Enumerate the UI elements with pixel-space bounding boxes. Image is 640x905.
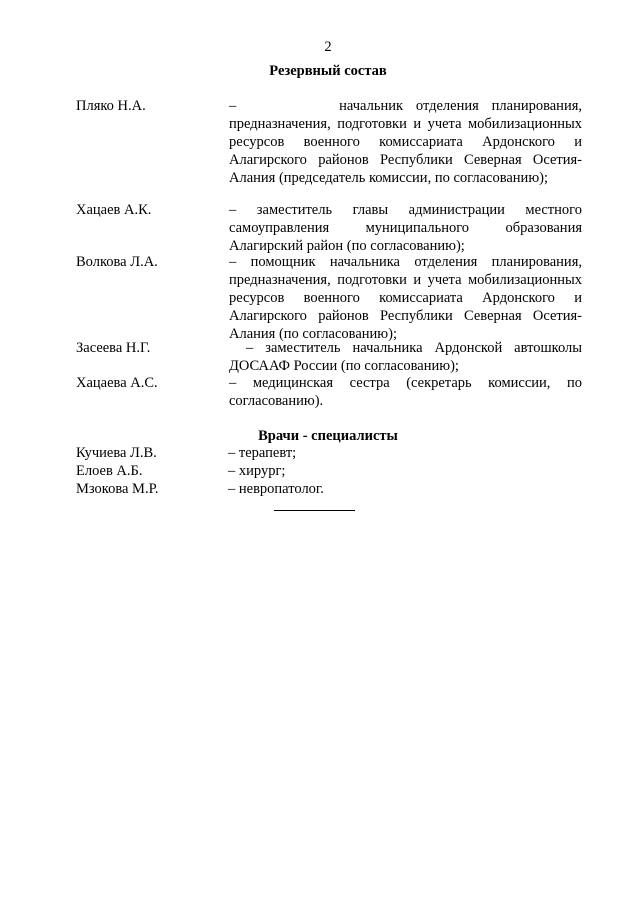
doctor-specialty: – невропатолог. bbox=[228, 481, 324, 497]
member-name: Хацаева А.С. bbox=[76, 375, 158, 391]
doctor-specialty: – терапевт; bbox=[228, 445, 297, 461]
member-name: Засеева Н.Г. bbox=[76, 340, 151, 356]
doctor-name: Елоев А.Б. bbox=[76, 463, 143, 479]
reserve-section-title: Резервный состав bbox=[269, 63, 387, 79]
member-role: – заместитель главы администрации местного самоуправления муниципального образования Алагирский район (по согласованию); bbox=[229, 202, 582, 254]
member-name: Волкова Л.А. bbox=[76, 254, 158, 270]
doctor-name: Мзокова М.Р. bbox=[76, 481, 159, 497]
member-role: – начальник отделения планирования, предназначения, подготовки и учета мобилизационных ресурсов военного комиссариата Ардонского и Алагирского районов Республики Северная Осетия-Алания (председатель комиссии, по согласованию); bbox=[229, 98, 582, 186]
member-role: – помощник начальника отделения планирования, предназначения, подготовки и учета мобилизационных ресурсов военного комиссариата Ардонского и Алагирского районов Республики Северная Осетия-Алания (по согласованию); bbox=[229, 254, 582, 342]
member-role: – медицинская сестра (секретарь комиссии, по согласованию). bbox=[229, 375, 582, 409]
doctors-section-title: Врачи - специалисты bbox=[258, 428, 398, 444]
member-role: – заместитель начальника Ардонской автошколы ДОСААФ России (по согласованию); bbox=[229, 340, 582, 374]
member-name: Хацаев А.К. bbox=[76, 202, 152, 218]
doctor-name: Кучиева Л.В. bbox=[76, 445, 157, 461]
page-number: 2 bbox=[324, 39, 332, 55]
end-of-document-rule bbox=[274, 510, 355, 511]
member-name: Пляко Н.А. bbox=[76, 98, 146, 114]
doctor-specialty: – хирург; bbox=[228, 463, 286, 479]
